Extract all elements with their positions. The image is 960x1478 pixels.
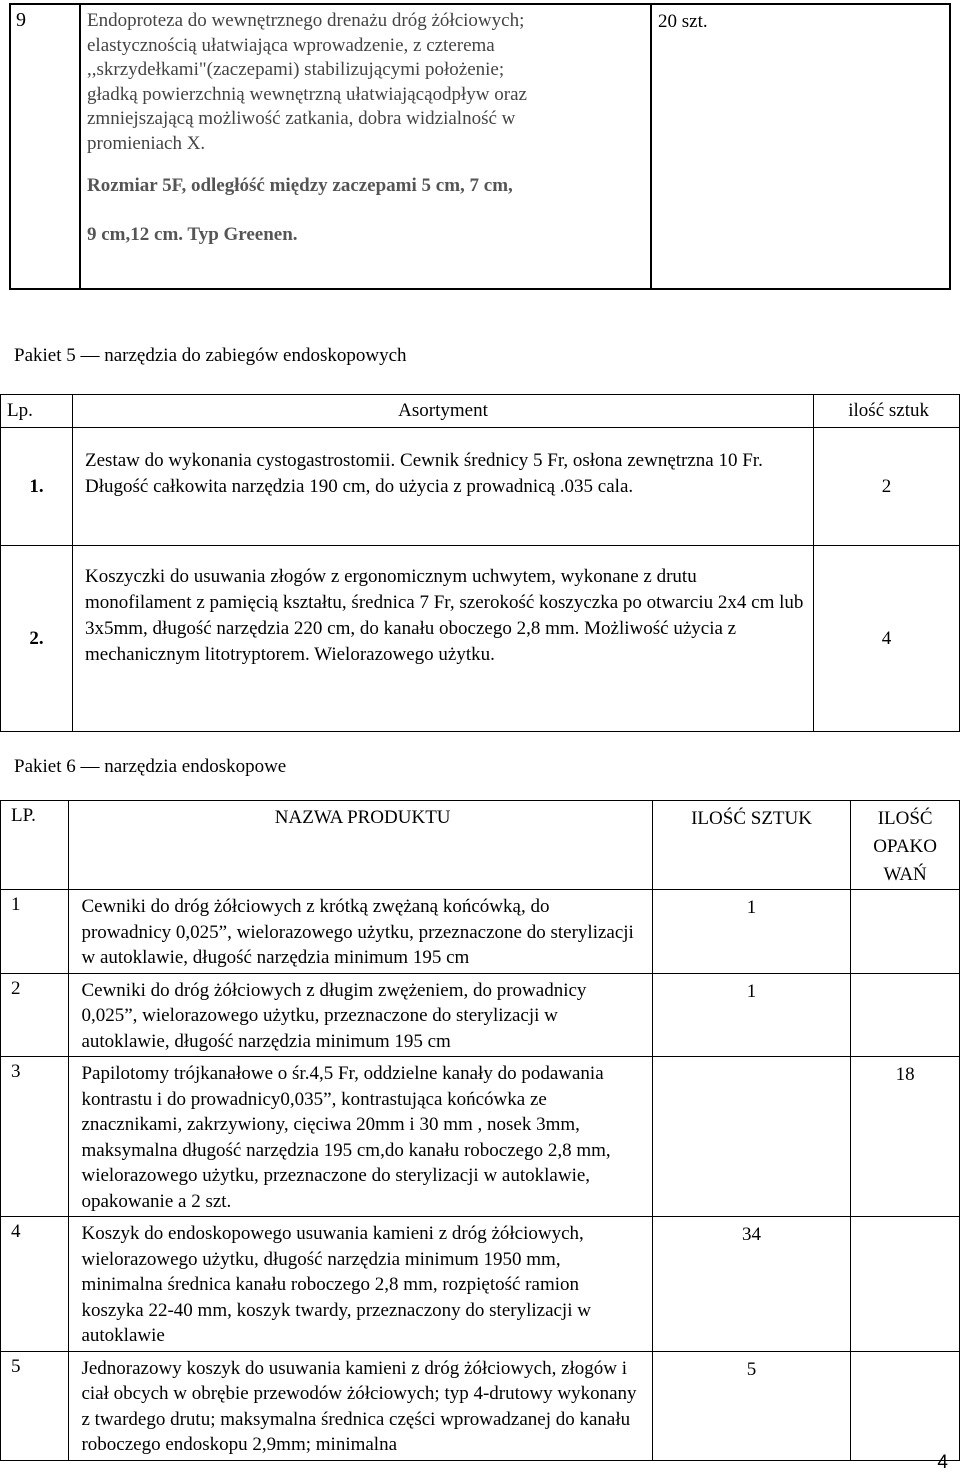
row-description: Zestaw do wykonania cystogastrostomii. Cewnik średnicy 5 Fr, osłona zewnętrzna 10 Fr. Długość całkowita narzędzia 190 cm, do użycia z prowadnicą .035 cala. [73, 428, 814, 546]
col-header-ilosc-sztuk: ILOŚĆ SZTUK [652, 801, 850, 890]
table-row [10, 4, 950, 289]
row-packages [851, 890, 960, 974]
row-number: 1 [1, 890, 69, 974]
col-header-ilosc: ilość sztuk [814, 395, 960, 428]
row-description: Cewniki do dróg żółciowych z krótką zwężaną końcówką, do prowadnicy 0,025”, wielorazowego użytku, przeznaczone do sterylizacji w autoklawie, długość narzędzia minimum 195 cm [69, 890, 652, 974]
pakiet6-table [0, 800, 960, 1461]
col-header-lp: LP. [1, 801, 69, 890]
row-description: Cewniki do dróg żółciowych z długim zwężeniem, do prowadnicy 0,025”, wielorazowego użytku, przeznaczone do sterylizacji w autoklawie, długość narzędzia minimum 195 cm [69, 973, 652, 1057]
row-number: 3 [1, 1057, 69, 1217]
row-packages: 18 [851, 1057, 960, 1217]
row-number: 2. [1, 546, 73, 732]
col-header-asortyment: Asortyment [73, 395, 814, 428]
row-description: Koszyczki do usuwania złogów z ergonomicznym uchwytem, wykonane z drutu monofilament z pamięcią kształtu, średnica 7 Fr, szerokość koszyczka po otwarciu 2x4 cm lub 3x5mm, długość narzędzia 220 cm, do kanału oboczego 2,8 mm. Możliwość użycia z mechanicznym litotryptorem. Wielorazowego użytku. [73, 546, 814, 732]
row-quantity: 1 [652, 973, 850, 1057]
size-line: 9 cm,12 cm. Typ Greenen. [87, 223, 298, 245]
table-row [1, 1217, 960, 1352]
row-quantity [652, 1057, 850, 1217]
pakiet6-title: Pakiet 6 — narzędzia endoskopowe [14, 756, 287, 777]
col-header-ilosc-opakowan: ILOŚĆ OPAKO WAŃ [851, 801, 960, 890]
row-quantity: 5 [652, 1351, 850, 1460]
row-packages [851, 1351, 960, 1460]
desc-line: gładką powierzchnią wewnętrzną ułatwiającąodpływ oraz [87, 83, 527, 105]
row-quantity: 1 [652, 890, 850, 974]
row-description: Papilotomy trójkanałowe o śr.4,5 Fr, oddzielne kanały do podawania kontrastu i do prowadnicy0,035”, kontrastująca końcówka ze znacznikami, zakrzywiony, cięciwa 20mm i 30 mm , nosek 3mm, maksymalna długość narzędzia 195 cm,do kanału roboczego 2,8 mm, wielorazowego użytku, przeznaczone do sterylizacji w autoklawie, opakowanie a 2 szt. [69, 1057, 652, 1217]
item-number: 9 [10, 4, 80, 289]
row-description: Koszyk do endoskopowego usuwania kamieni z dróg żółciowych, wielorazowego użytku, długość narzędzia minimum 1950 mm, minimalna średnica kanału roboczego 2,8 mm, rozpiętość ramion koszyka 22-40 mm, koszyk twardy, przeznaczony do sterylizacji w autoklawie [69, 1217, 652, 1352]
table-row [1, 428, 960, 546]
row-number: 1. [1, 428, 73, 546]
pakiet5-table [0, 394, 960, 732]
row-number: 2 [1, 973, 69, 1057]
table-row [1, 973, 960, 1057]
desc-line: ,,skrzydełkami"(zaczepami) stabilizującymi położenie; [87, 59, 505, 80]
table-row [1, 546, 960, 732]
row-quantity: 4 [814, 546, 960, 732]
row-description: Jednorazowy koszyk do usuwania kamieni z dróg żółciowych, złogów i ciał obcych w obrębie przewodów żółciowych; typ 4-drutowy wykonany z twardego drutu; maksymalna średnica części wprowadzanej do kanału roboczego endoskopu 2,9mm; minimalna [69, 1351, 652, 1460]
table-header-row [1, 801, 960, 890]
item-description [80, 4, 651, 289]
size-line: Rozmiar 5F, odległóść między zaczepami 5 cm, 7 cm, [87, 175, 513, 196]
row-quantity: 34 [652, 1217, 850, 1352]
row-packages [851, 973, 960, 1057]
row-number: 5 [1, 1351, 69, 1460]
pakiet5-title: Pakiet 5 — narzędzia do zabiegów endoskopowych [14, 345, 407, 366]
desc-line: zmniejszającą możliwość zatkania, dobra widzialność w [87, 108, 516, 129]
table-row [1, 1351, 960, 1460]
row-packages [851, 1217, 960, 1352]
table-row [1, 890, 960, 974]
item-9-table [9, 3, 951, 290]
table-header-row [1, 395, 960, 428]
col-header-nazwa: NAZWA PRODUKTU [69, 801, 652, 890]
desc-line: elastycznością ułatwiająca wprowadzenie, z czterema [87, 34, 495, 56]
col-header-lp: Lp. [1, 395, 73, 428]
table-row [1, 1057, 960, 1217]
row-quantity: 2 [814, 428, 960, 546]
desc-line: promieniach X. [87, 132, 206, 154]
desc-line: Endoproteza do wewnętrznego drenażu dróg żółciowych; [87, 10, 525, 31]
item-quantity: 20 szt. [651, 4, 950, 289]
row-number: 4 [1, 1217, 69, 1352]
page-number: 4 [937, 1452, 948, 1473]
